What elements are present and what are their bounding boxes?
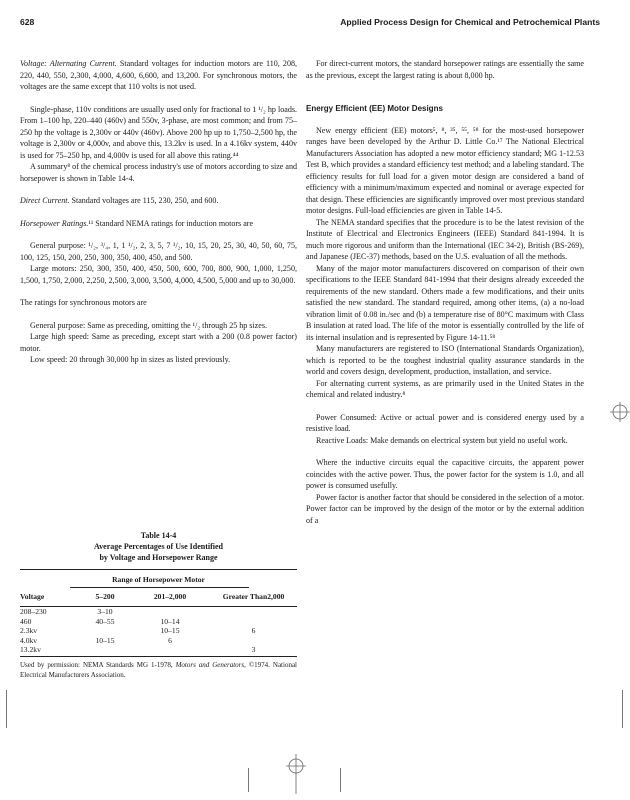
table-row — [20, 645, 297, 655]
sync-general-purpose: General purpose: Same as preceding, omitting the ¹/₂ through 25 hp sizes. — [30, 320, 267, 330]
table-cell — [130, 645, 210, 655]
crop-mark-bottom-left — [248, 768, 249, 792]
table-header-row — [20, 588, 297, 607]
table-cell: 10–14 — [160, 616, 180, 626]
source-prefix: Used by permission: NEMA Standards MG 1-1978, — [20, 660, 176, 669]
dc-run-in-head: Direct Current. — [20, 196, 70, 205]
table-row — [20, 626, 297, 636]
source-suffix: ©1974. National Electrical Manufacturers Association. — [20, 660, 297, 679]
column-header: Voltage — [20, 588, 80, 607]
table-cell: 40–55 — [95, 616, 115, 626]
hp-run-in-head: Horsepower Ratings. — [20, 218, 89, 228]
reactive-loads-item: Reactive Loads: Make demands on electrical system but yield no useful work. — [316, 435, 568, 445]
table-title-line2: by Voltage and Horsepower Range — [99, 553, 218, 562]
section-heading: Energy Efficient (EE) Motor Designs — [306, 104, 443, 113]
table-cell: 10–15 — [160, 626, 180, 635]
crop-mark-right — [622, 690, 623, 728]
hp-ratings-paragraph — [20, 218, 297, 230]
table-title-line1: Average Percentages of Use Identified — [94, 542, 223, 551]
table-source-note — [20, 660, 297, 680]
table-cell: 460 — [20, 616, 32, 626]
source-title: Motors and Generators, — [175, 660, 246, 669]
dc-voltage-paragraph — [20, 195, 297, 207]
registration-mark-bottom-icon — [286, 754, 306, 794]
table-row — [20, 607, 297, 617]
crop-mark-left — [6, 690, 7, 728]
table-cell — [130, 607, 210, 617]
voltage-ac-paragraph — [20, 58, 297, 93]
column-header: Greater Than2,000 — [210, 588, 297, 607]
sync-low-speed: Low speed: 20 through 30,000 hp in sizes as listed previously. — [30, 355, 231, 364]
table-cell: 4.0kv — [20, 635, 38, 645]
power-consumed-item: Power Consumed: Active or actual power and is considered energy used by a resistive load. — [306, 412, 584, 433]
table-cell: 10–15 — [95, 635, 115, 645]
ee-paragraph-3: Many of the major motor manufacturers discovered on comparison of their own specifications to the IEEE Standard 841-1994 that their designs already exceeded the requirements of the new standard. Others made a few modifications, and their units satisfied the new standard. The standard required, among other items, (a) a no-load vibration limit of 0.08 in./sec and (b) a temperature rise of 80°C maximum with Class B insulation at rated load. The life of the motor is essentially controlled by the life of its internal insulation and is represented by Figure 14-11.⁵⁸ — [306, 263, 584, 342]
table-cell — [210, 636, 297, 646]
single-phase-paragraph: Single-phase, 110v conditions are usually used only for fractional to 1 ¹/₂ hp loads. From 1–100 hp, 220–440 (460v) and 550v, 3-phase, are most common; and from 75–250 hp the voltage is 2,300v or 440v (460v). Above 200 hp up to 1,750–2,500 hp, the voltage is 2,300v or 4,000v, and above this, 13.2kv is used. In a 4.16kv system, 440v is used for 75–250 hp, and 4,000v is used for all above this rating.⁴⁴ — [20, 104, 297, 160]
table-cell: 2.3kv — [20, 626, 38, 635]
voltage-ac-text: Standard voltages for induction motors are 110, 208, 220, 440, 550, 2,300, 4,000, 4,600, 6,600, and 13,200. For synchronous motors, the voltages are the same except that 110 volts is not used. — [20, 59, 298, 91]
table-group-header: Range of Horsepower Motor — [112, 575, 205, 584]
hp-ratings-text: ¹¹ Standard NEMA ratings for induction motors are — [88, 218, 254, 228]
ee-paragraph-2: The NEMA standard specifies that the procedure is to be the latest revision of the Institute of Electrical and Electronics Engineers (IEEE) Standard 841-1994. It is much more rigorous and uniform than the International (IEC 34-2), British (BS-269), and Japanese (JEC-37) methods, based on the U.S. evaluation of all the methods. — [306, 217, 584, 261]
table-row — [20, 636, 297, 646]
power-factor-paragraph: Power factor is another factor that should be considered in the selection of a motor. Power factor can be improved by the design of the motor or by the external addition of a — [306, 492, 584, 525]
dc-voltage-text: Standard voltages are 115, 230, 250, and 600. — [69, 196, 219, 205]
column-header: 201–2,000 — [130, 588, 210, 607]
left-column — [20, 58, 297, 366]
general-purpose-list: General purpose: ¹/₂, ³/₄, 1, 1 ¹/₂, 2, 3, 5, 7 ¹/₂, 10, 15, 20, 25, 30, 40, 50, 60, 75, 100, 125, 150, 200, 250, 300, 350, 400, 450, and 500. — [20, 241, 297, 262]
table-cell: 3–10 — [97, 607, 113, 616]
dc-horsepower-paragraph: For direct-current motors, the standard horsepower ratings are essentially the same as the previous, except the largest rating is about 8,000 hp. — [306, 59, 584, 80]
table-cell — [210, 617, 297, 627]
table-cell: 6 — [251, 626, 256, 635]
table-number: Table 14-4 — [140, 531, 177, 540]
table-cell: 13.2kv — [20, 645, 41, 654]
table-cell: 3 — [251, 645, 256, 654]
summary-paragraph: A summary⁸ of the chemical process industry's use of motors according to size and horsepower is shown in Table 14-4. — [20, 162, 297, 183]
right-column — [306, 58, 584, 526]
table-cell — [80, 626, 130, 636]
running-title: Applied Process Design for Chemical and Petrochemical Plants — [340, 17, 600, 27]
table-cell — [80, 645, 130, 655]
table-cell: 208–230 — [20, 607, 47, 616]
registration-mark-right-icon — [610, 402, 630, 422]
voltage-ac-run-in-head: Voltage: Alternating Current. — [20, 59, 117, 68]
table-bottom-rule — [20, 656, 297, 657]
sync-large-high-speed: Large high speed: Same as preceding, except start with a 200 (0.8 power factor) motor. — [20, 332, 297, 353]
ee-paragraph-4: Many manufacturers are registered to ISO (International Standards Organization), which is reported to be the toughest industrial quality assurance standards in the world and covers design, development, production, installation, and service. — [306, 344, 584, 376]
ee-paragraph-5: For alternating current systems, as are primarily used in the United States in the chemical and related industry.⁸ — [306, 378, 584, 399]
table-grid — [20, 588, 297, 655]
large-motors-list: Large motors: 250, 300, 350, 400, 450, 500, 600, 700, 800, 900, 1,000, 1,250, 1,500, 1,750, 2,000, 2,250, 2,500, 3,000, 3,500, 4,000, 4,500, 5,000 and up to 30,000. — [20, 264, 297, 285]
column-header: 5–200 — [80, 588, 130, 607]
table-cell — [210, 607, 297, 617]
table-14-4 — [20, 530, 297, 680]
table-row — [20, 617, 297, 627]
table-cell: 6 — [168, 635, 172, 645]
page-number: 628 — [20, 17, 35, 27]
inductive-circuits-paragraph: Where the inductive circuits equal the capacitive circuits, the apparent power coincides with the active power. Thus, the power factor for the system is 1.0, and all power is consumed usefully. — [306, 458, 584, 490]
sync-intro: The ratings for synchronous motors are — [20, 298, 147, 307]
ee-paragraph-1: New energy efficient (EE) motors⁵, ⁸, ³⁵, ⁵⁵, ⁵⁸ for the most-used horsepower ranges have been developed by the Arthur D. Little Co.¹⁷ The National Electrical Manufacturers Association has adopted a new motor efficiency standard; MG 1-12.53 Test B, which provides a standard efficiency test method; and a labeling standard. The efficiency results for full load for a given motor design are considered a band of efficiency with a minimum/maximum expected and nominal or average expected for that design. These efficiencies are significantly improved over most previous standard motor designs. Full-load efficiencies are given in Table 14-5. — [306, 125, 584, 215]
crop-mark-bottom-right — [340, 768, 341, 792]
